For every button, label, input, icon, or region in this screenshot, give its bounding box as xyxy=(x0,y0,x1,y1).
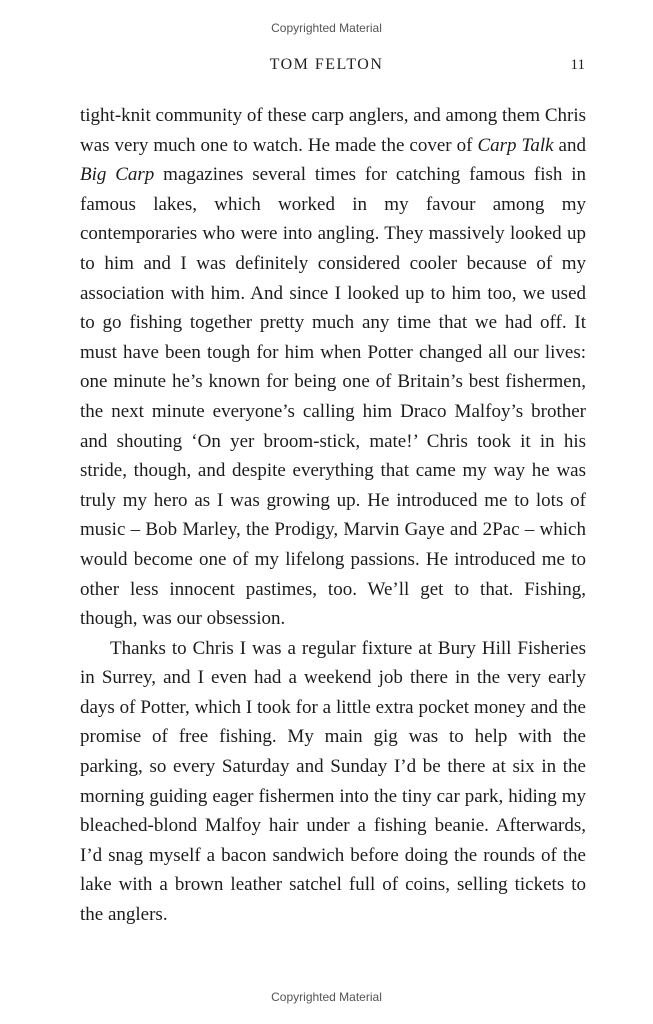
copyright-watermark-bottom: Copyrighted Material xyxy=(271,990,382,1004)
paragraph-1 xyxy=(80,101,586,634)
text-run: tight-knit community of these carp anglers, and among them Chris was very much one to watch. He made the cover of xyxy=(80,105,586,156)
text-run: magazines several times for catching famous fish in famous lakes, which worked in my favour among my contemporaries who were into angling. They massively looked up to him and I was definitely considered cooler because of my association with him. And since I looked up to him too, we used to go fishing together pretty much any time that we had off. It must have been tough for him when Potter changed all our lives: one minute he’s known for being one of Britain’s best fishermen, the next minute everyone’s calling him Draco Malfoy’s brother and shouting ‘On yer broom-stick, mate!’ Chris took it in his stride, though, and despite everything that came my way he was truly my hero as I was growing up. He introduced me to lots of music – Bob Marley, the Prodigy, Marvin Gaye and 2Pac – which would become one of my lifelong passions. He introduced me to other less innocent pastimes, too. We’ll get to that. Fishing, though, was our obsession. xyxy=(80,164,587,630)
text-run: Thanks to Chris I was a regular fixture at Bury Hill Fisheries in Surrey, and I even had a weekend job there in the very early days of Potter, which I took for a little extra pocket money and the promise of free fishing. My main gig was to help with the parking, so every Saturday and Sunday I’d be there at six in the morning guiding eager fishermen into the tiny car park, hiding my bleached-blond Malfoy hair under a fishing beanie. Afterwards, I’d snag myself a bacon sandwich before doing the rounds of the lake with a brown leather satchel full of coins, selling tickets to the anglers. xyxy=(80,637,586,926)
text-run: and xyxy=(553,134,586,156)
copyright-watermark-top: Copyrighted Material xyxy=(271,21,382,35)
magazine-title-carp-talk: Carp Talk xyxy=(477,134,554,156)
paragraph-2 xyxy=(80,634,586,930)
running-head xyxy=(0,56,653,76)
body-text xyxy=(80,101,586,930)
page-number: 11 xyxy=(570,57,585,73)
running-head-author: TOM FELTON xyxy=(269,56,384,73)
magazine-title-big-carp: Big Carp xyxy=(80,164,155,186)
